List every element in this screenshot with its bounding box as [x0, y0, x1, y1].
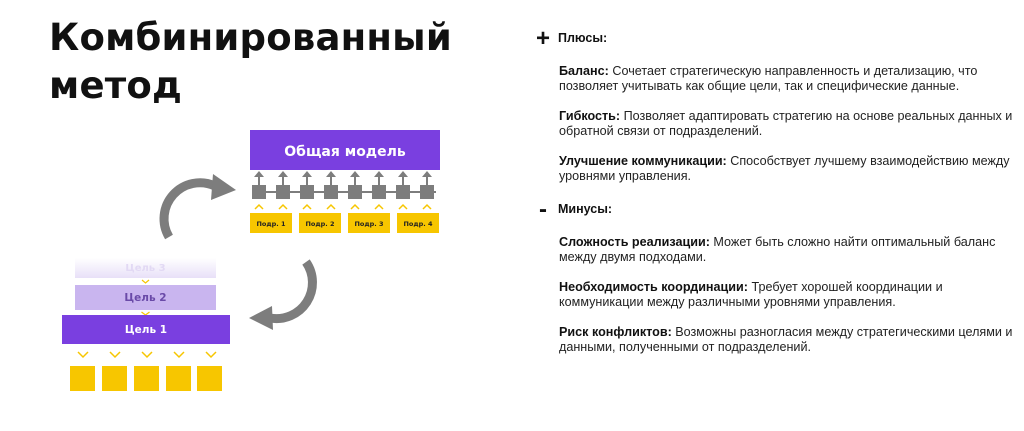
goal-2-label: Цель 2 — [124, 292, 167, 304]
sub-unit-label-1: Подр. 1 — [256, 220, 286, 228]
cons-item — [559, 325, 1018, 355]
pros-item-label: Гибкость: — [559, 109, 621, 123]
goal-3-chevron — [142, 280, 149, 283]
cons-item — [559, 280, 1018, 310]
general-model-label: Общая модель — [284, 144, 406, 160]
cons-item-text: Возможны разногласия между стратегическими целями и данными, полученными от подразделений. — [559, 325, 1013, 354]
plus-icon: + — [535, 24, 550, 52]
pros-item-text: Сочетает стратегическую направленность и детализацию, что позволяет учитывать как общие цели, так и специфические данные. — [559, 64, 978, 93]
cycle-arrow-upper — [164, 174, 236, 237]
pros-title: Плюсы: — [558, 30, 608, 45]
goal-3-label: Цель 3 — [125, 263, 166, 274]
sub-unit-label-3: Подр. 3 — [354, 220, 384, 228]
pros-item — [559, 64, 1018, 94]
cons-header — [528, 195, 1018, 223]
pros-item-label: Улучшение коммуникации: — [559, 154, 727, 168]
cons-item-label: Риск конфликтов: — [559, 325, 672, 339]
pros-header — [528, 24, 1018, 52]
cons-item-text: Требует хорошей координации и коммуникации между различными уровнями управления. — [559, 280, 943, 309]
title-line-1: Комбинированный — [49, 16, 452, 59]
cons-item-label: Необходимость координации: — [559, 280, 748, 294]
cons-item — [559, 235, 1018, 265]
pros-item — [559, 109, 1018, 139]
cons-item-text: Может быть сложно найти оптимальный баланс между двумя подходами. — [559, 235, 996, 264]
up-chevrons — [255, 205, 431, 209]
cons-title: Минусы: — [558, 201, 613, 216]
goal-2-chevron — [142, 312, 150, 315]
pros-cons-panel — [528, 24, 1018, 370]
pros-item-text: Способствует лучшему взаимодействию между уровнями управления. — [559, 154, 1010, 183]
base-units — [70, 366, 222, 391]
sub-unit-label-4: Подр. 4 — [403, 220, 433, 228]
minus-icon: - — [539, 195, 547, 223]
cons-item-label: Сложность реализации: — [559, 235, 710, 249]
sub-unit-label-2: Подр. 2 — [305, 220, 335, 228]
goal-1-label: Цель 1 — [124, 324, 168, 336]
upward-arrows — [254, 171, 432, 185]
pros-item-text: Позволяет адаптировать стратегию на основе реальных данных и обратной связи от подразделений. — [559, 109, 1013, 138]
cycle-arrow-lower — [249, 262, 312, 330]
title-line-2: метод — [49, 64, 183, 107]
sub-units — [250, 213, 439, 233]
pros-item — [559, 154, 1018, 184]
down-chevrons — [78, 352, 216, 357]
pros-item-label: Баланс: — [559, 64, 609, 78]
